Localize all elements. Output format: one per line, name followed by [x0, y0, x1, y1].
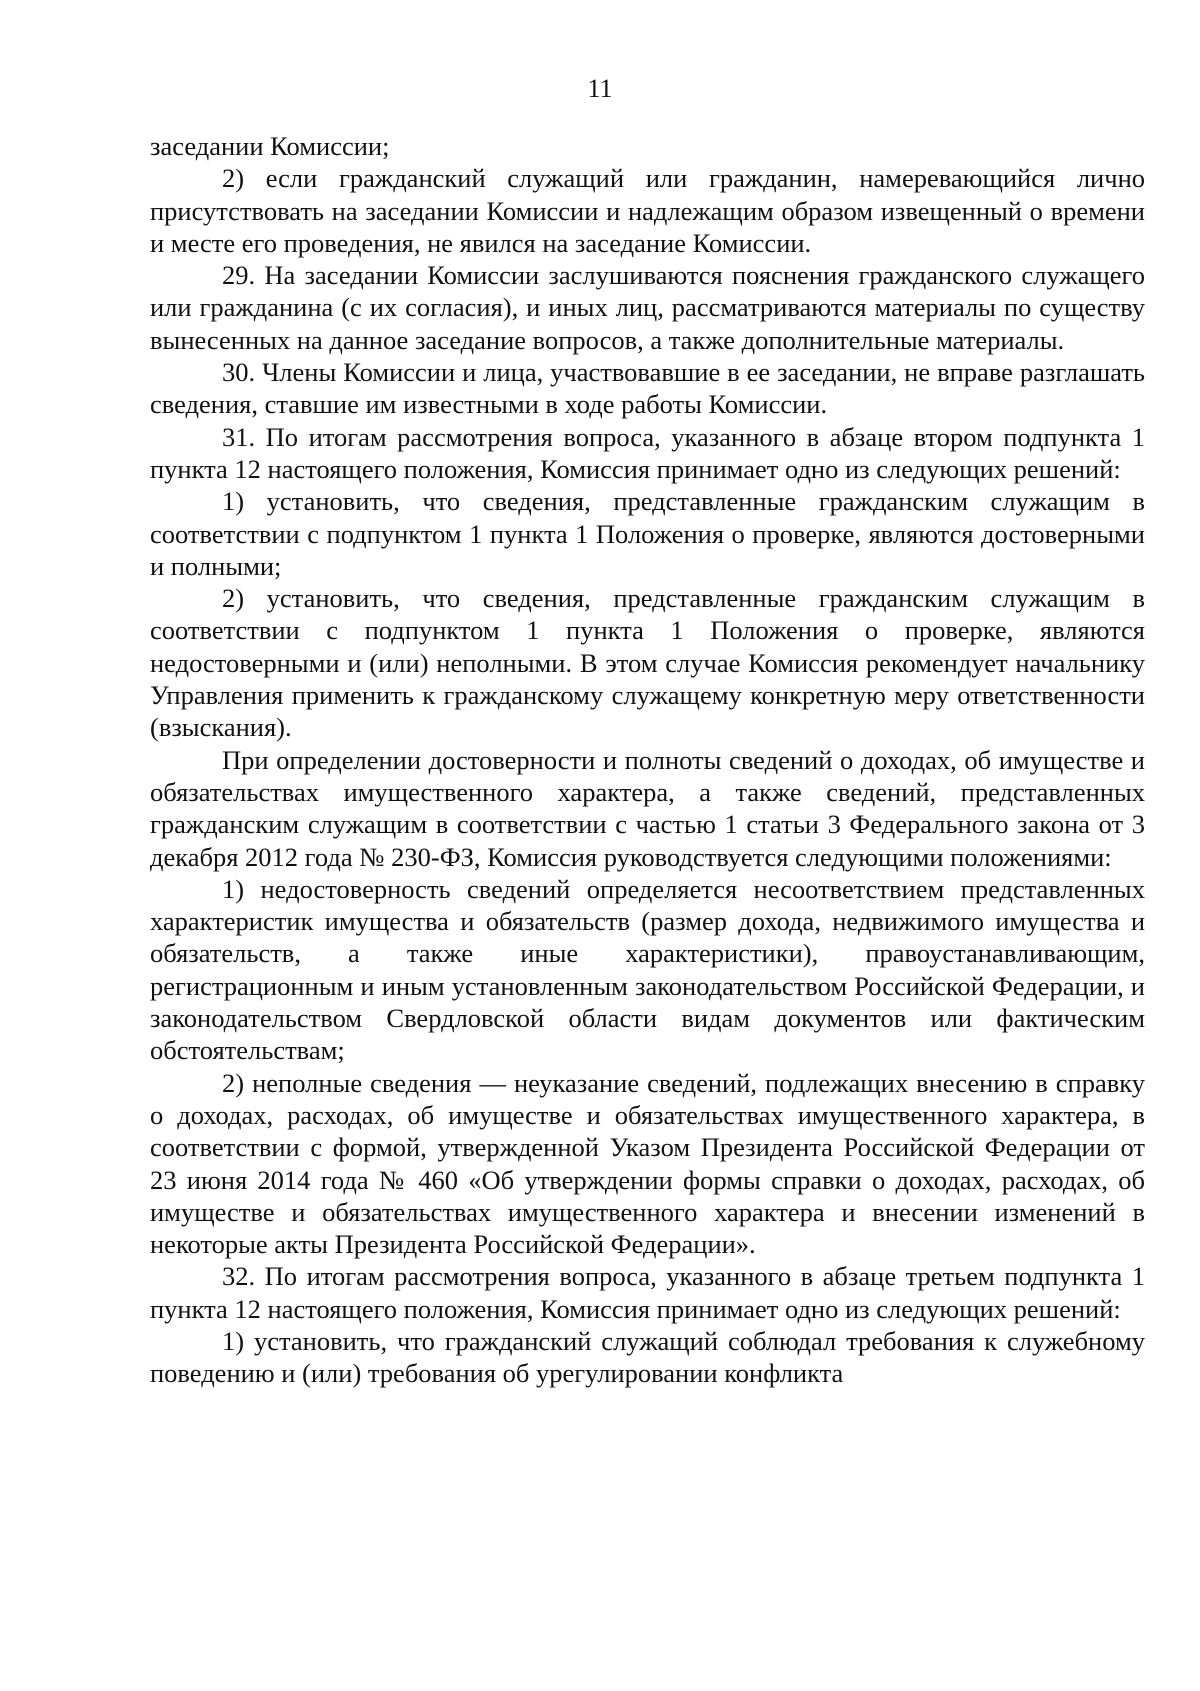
paragraph-32: 32. По итогам рассмотрения вопроса, указанного в абзаце третьем подпункта 1 пункта 12 настоящего положения, Комиссия принимает одно из следующих решений:: [150, 1261, 1145, 1324]
document-body: [150, 130, 1145, 1390]
page-number: 11: [587, 74, 613, 103]
paragraph-31-item-1: 1) установить, что сведения, представленные гражданским служащим в соответствии с подпунктом 1 пункта 1 Положения о проверке, являются достоверными и полными;: [150, 486, 1145, 581]
paragraph-item-2-absence: 2) если гражданский служащий или гражданин, намеревающийся лично присутствовать на заседании Комиссии и надлежащим образом извещенный о времени и месте его проведения, не явился на заседание Комиссии.: [150, 163, 1145, 258]
paragraph-31: 31. По итогам рассмотрения вопроса, указанного в абзаце втором подпункта 1 пункта 12 настоящего положения, Комиссия принимает одно из следующих решений:: [150, 421, 1145, 484]
paragraph-criteria-intro: При определении достоверности и полноты сведений о доходах, об имуществе и обязательствах имущественного характера, а также сведений, представленных гражданским служащим в соответствии с частью 1 статьи 3 Федерального закона от 3 декабря 2012 года № 230-ФЗ, Комиссия руководствуется следующими положениями:: [150, 744, 1145, 872]
paragraph-continuation: заседании Комиссии;: [150, 131, 390, 161]
paragraph-criteria-item-1: 1) недостоверность сведений определяется несоответствием представленных характеристик имущества и обязательств (размер дохода, недвижимого имущества и обязательств, а также иные характеристики), правоустанавливающим, регистрационным и иным установленным законодательством Российской Федерации, и законодательством Свердловской области видам документов или фактическим обстоятельствам;: [150, 873, 1145, 1066]
paragraph-30: 30. Члены Комиссии и лица, участвовавшие в ее заседании, не вправе разглашать сведения, ставшие им известными в ходе работы Комиссии.: [150, 357, 1145, 420]
paragraph-31-item-2: 2) установить, что сведения, представленные гражданским служащим в соответствии с подпунктом 1 пункта 1 Положения о проверке, являются недостоверными и (или) неполными. В этом случае Комиссия рекомендует начальнику Управления применить к гражданскому служащему конкретную меру ответственности (взыскания).: [150, 583, 1145, 743]
paragraph-29: 29. На заседании Комиссии заслушиваются пояснения гражданского служащего или гражданина (с их согласия), и иных лиц, рассматриваются материалы по существу вынесенных на данное заседание вопросов, а также дополнительные материалы.: [150, 260, 1145, 355]
paragraph-criteria-item-2: 2) неполные сведения — неуказание сведений, подлежащих внесению в справку о доходах, расходах, об имуществе и обязательствах имущественного характера, в соответствии с формой, утвержденной Указом Президента Российской Федерации от 23 июня 2014 года № 460 «Об утверждении формы справки о доходах, расходах, об имуществе и обязательствах имущественного характера и внесении изменений в некоторые акты Президента Российской Федерации».: [150, 1067, 1145, 1260]
paragraph-32-item-1: 1) установить, что гражданский служащий соблюдал требования к служебному поведению и (или) требования об урегулировании конфликта: [150, 1325, 1145, 1389]
